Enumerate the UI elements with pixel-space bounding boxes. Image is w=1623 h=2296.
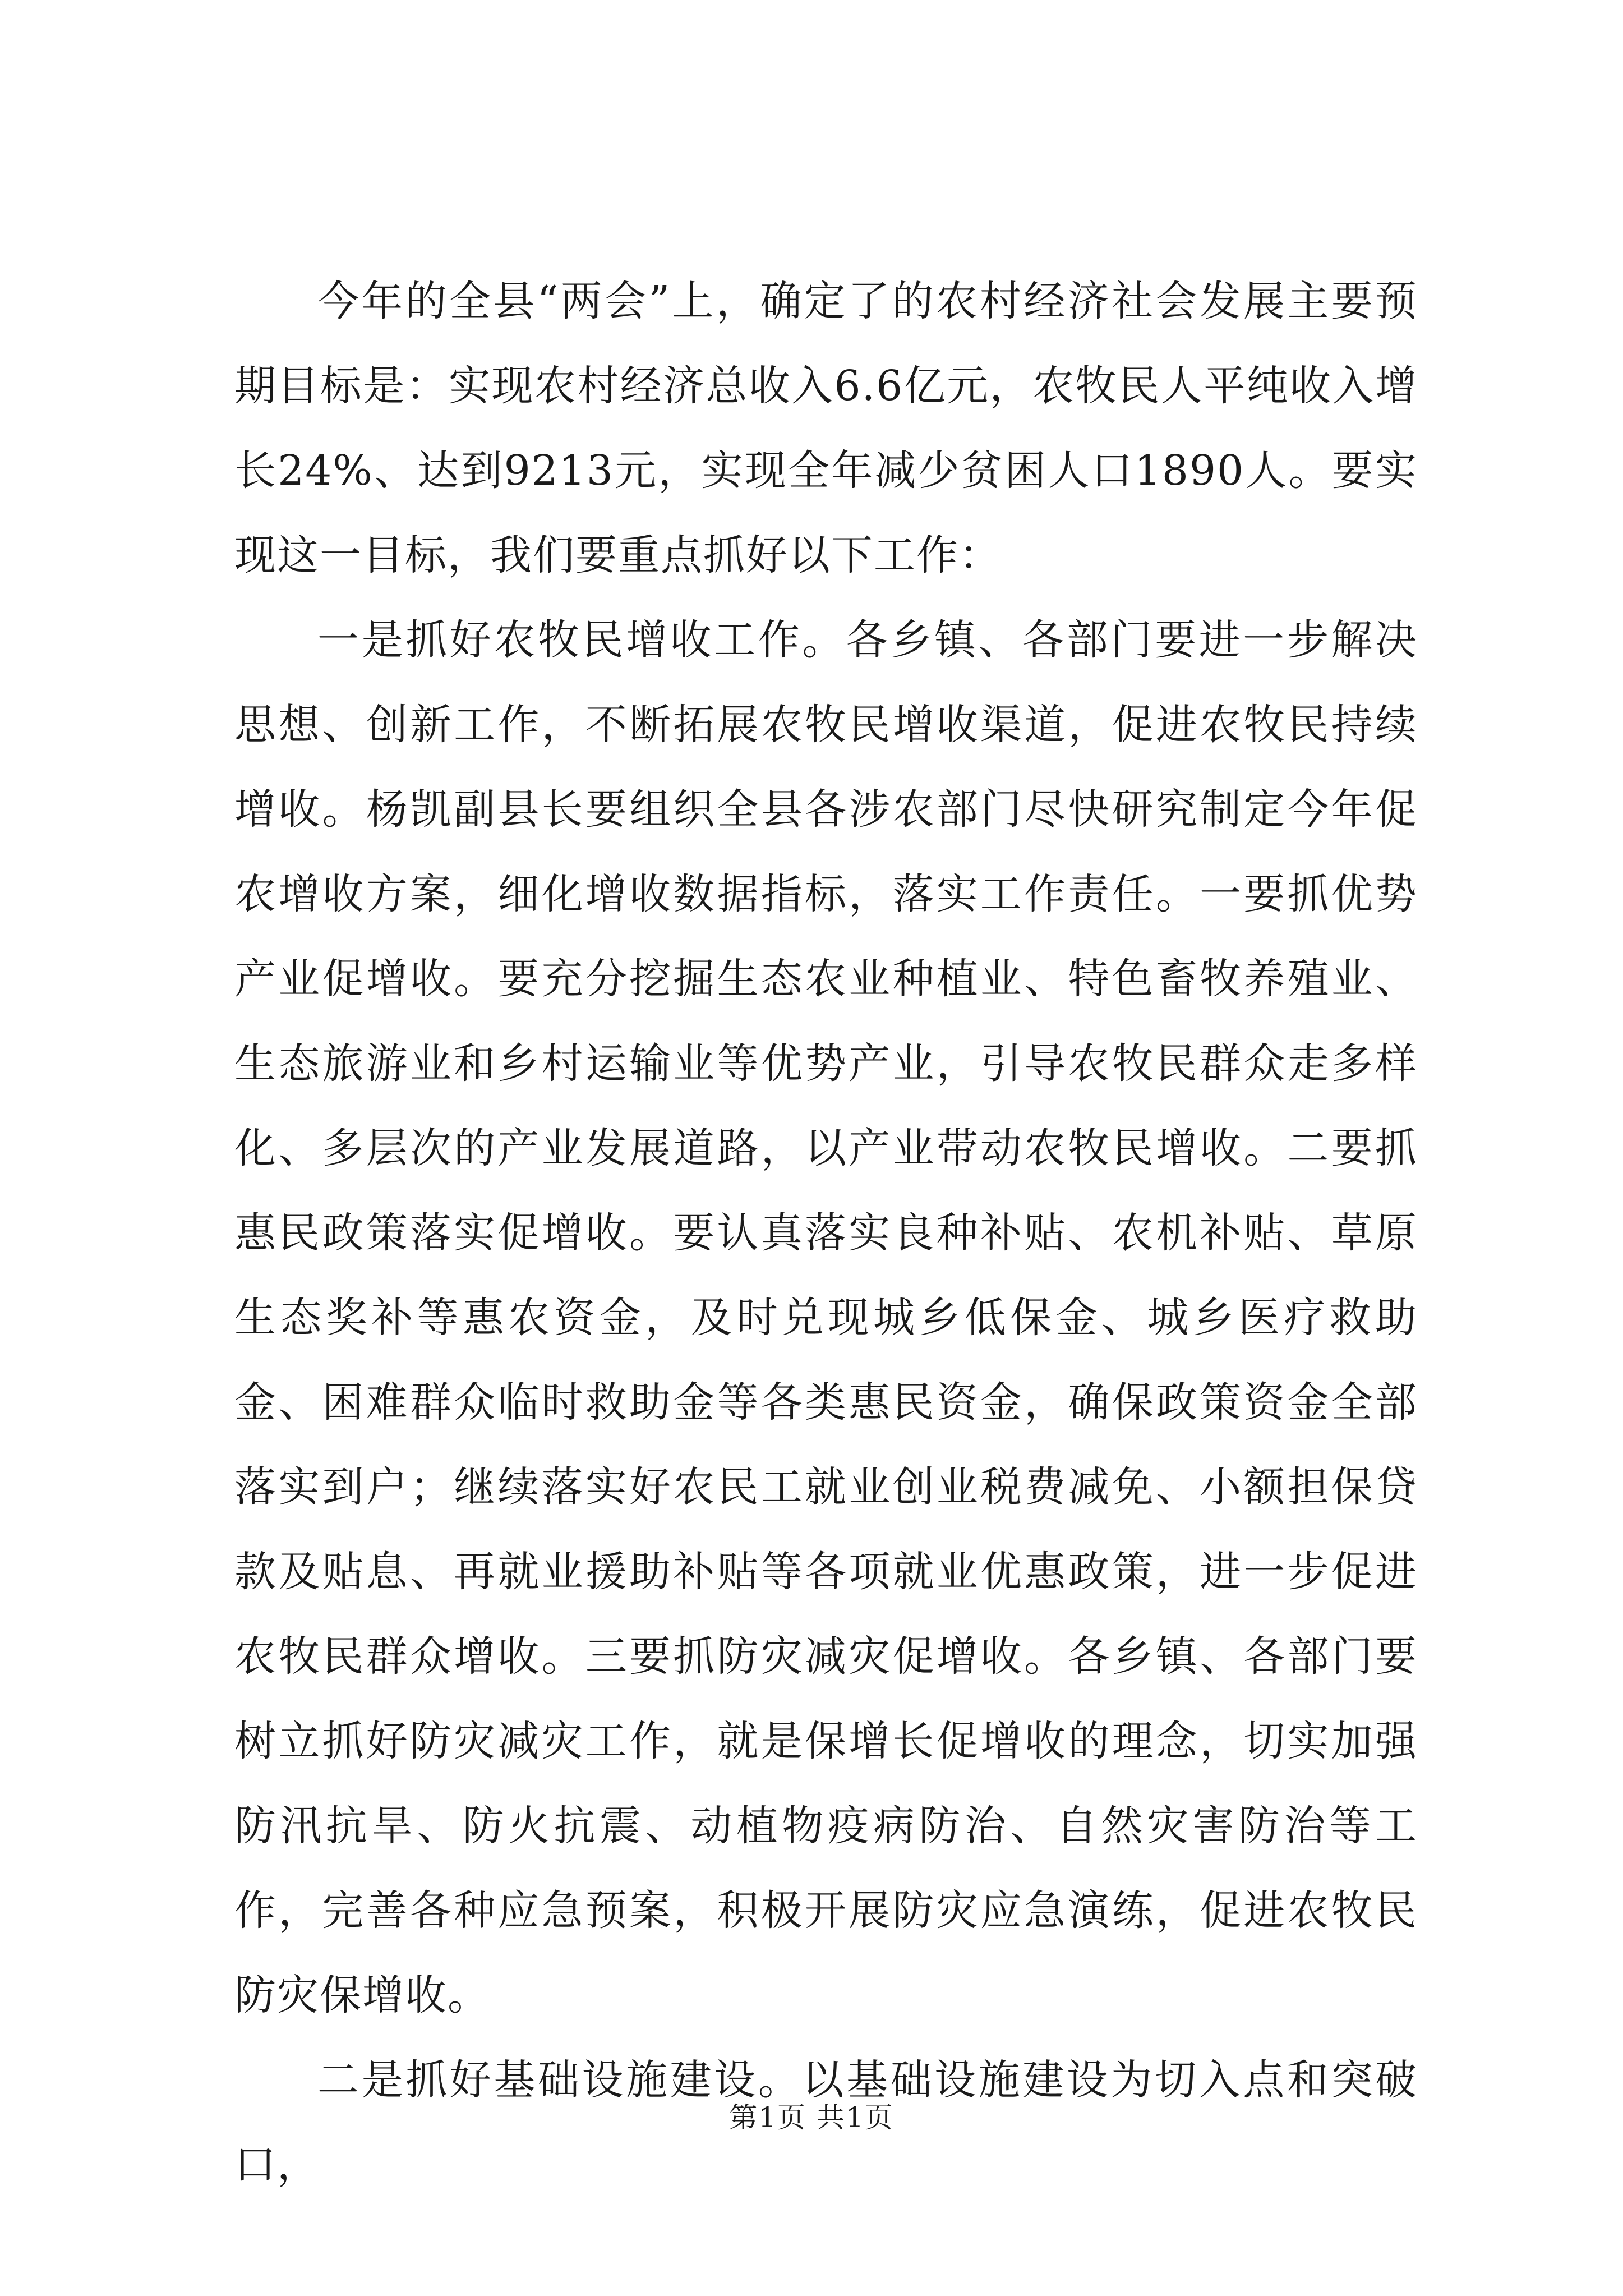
paragraph-income-targets: 今年的全县“两会”上，确定了的农村经济社会发展主要预期目标是：实现农村经济总收入6.6亿元，农牧民人平纯收入增长24%、达到9213元，实现全年减少贫困人口1890人。要实现这一目标，我们要重点抓好以下工作：: [234, 277, 1418, 579]
document-body: [234, 259, 1418, 2207]
page-number-footer: 第1页 共1页: [729, 2101, 894, 2134]
paragraph-infrastructure: 二是抓好基础设施建设。以基础设施建设为切入点和突破口，: [234, 2056, 1418, 2189]
paragraph-farmer-income: 一是抓好农牧民增收工作。各乡镇、各部门要进一步解决思想、创新工作，不断拓展农牧民增收渠道，促进农牧民持续增收。杨凯副县长要组织全县各涉农部门尽快研究制定今年促农增收方案，细化增收数据指标，落实工作责任。一要抓优势产业促增收。要充分挖掘生态农业种植业、特色畜牧养殖业、生态旅游业和乡村运输业等优势产业，引导农牧民群众走多样化、多层次的产业发展道路，以产业带动农牧民增收。二要抓惠民政策落实促增收。要认真落实良种补贴、农机补贴、草原生态奖补等惠农资金，及时兑现城乡低保金、城乡医疗救助金、困难群众临时救助金等各类惠民资金，确保政策资金全部落实到户；继续落实好农民工就业创业税费减免、小额担保贷款及贴息、再就业援助补贴等各项就业优惠政策，进一步促进农牧民群众增收。三要抓防灾减灾促增收。各乡镇、各部门要树立抓好防灾减灾工作，就是保增长促增收的理念，切实加强防汛抗旱、防火抗震、动植物疫病防治、自然灾害防治等工作，完善各种应急预案，积极开展防灾应急演练，促进农牧民防灾保增收。: [234, 616, 1418, 2019]
